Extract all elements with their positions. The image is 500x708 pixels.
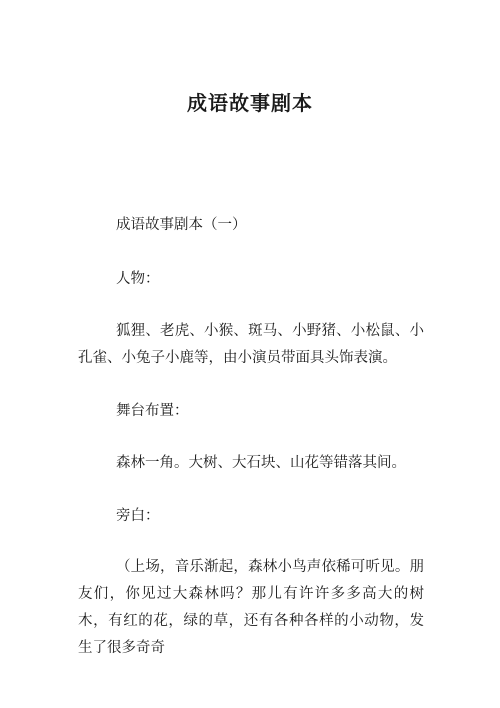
narration-label: 旁白：: [116, 508, 160, 524]
characters-label: 人物：: [116, 271, 160, 287]
characters-list: 狐狸、老虎、小猴、斑马、小野猪、小松鼠、小孔雀、小兔子小鹿等，由小演员带面具头饰表演。: [78, 323, 424, 366]
stage-setup-label: 舞台布置：: [116, 403, 189, 419]
narration-text: （上场，音乐渐起，森林小鸟声依稀可听见。朋友们，你见过大森林吗？那儿有许许多多高大的树木，有红的花，绿的草，还有各种各样的小动物，发生了很多奇奇: [78, 559, 424, 656]
document-title: 成语故事剧本: [187, 91, 313, 115]
stage-setup-text: 森林一角。大树、大石块、山花等错落其间。: [116, 455, 406, 471]
section-heading: 成语故事剧本（一）: [116, 217, 247, 233]
